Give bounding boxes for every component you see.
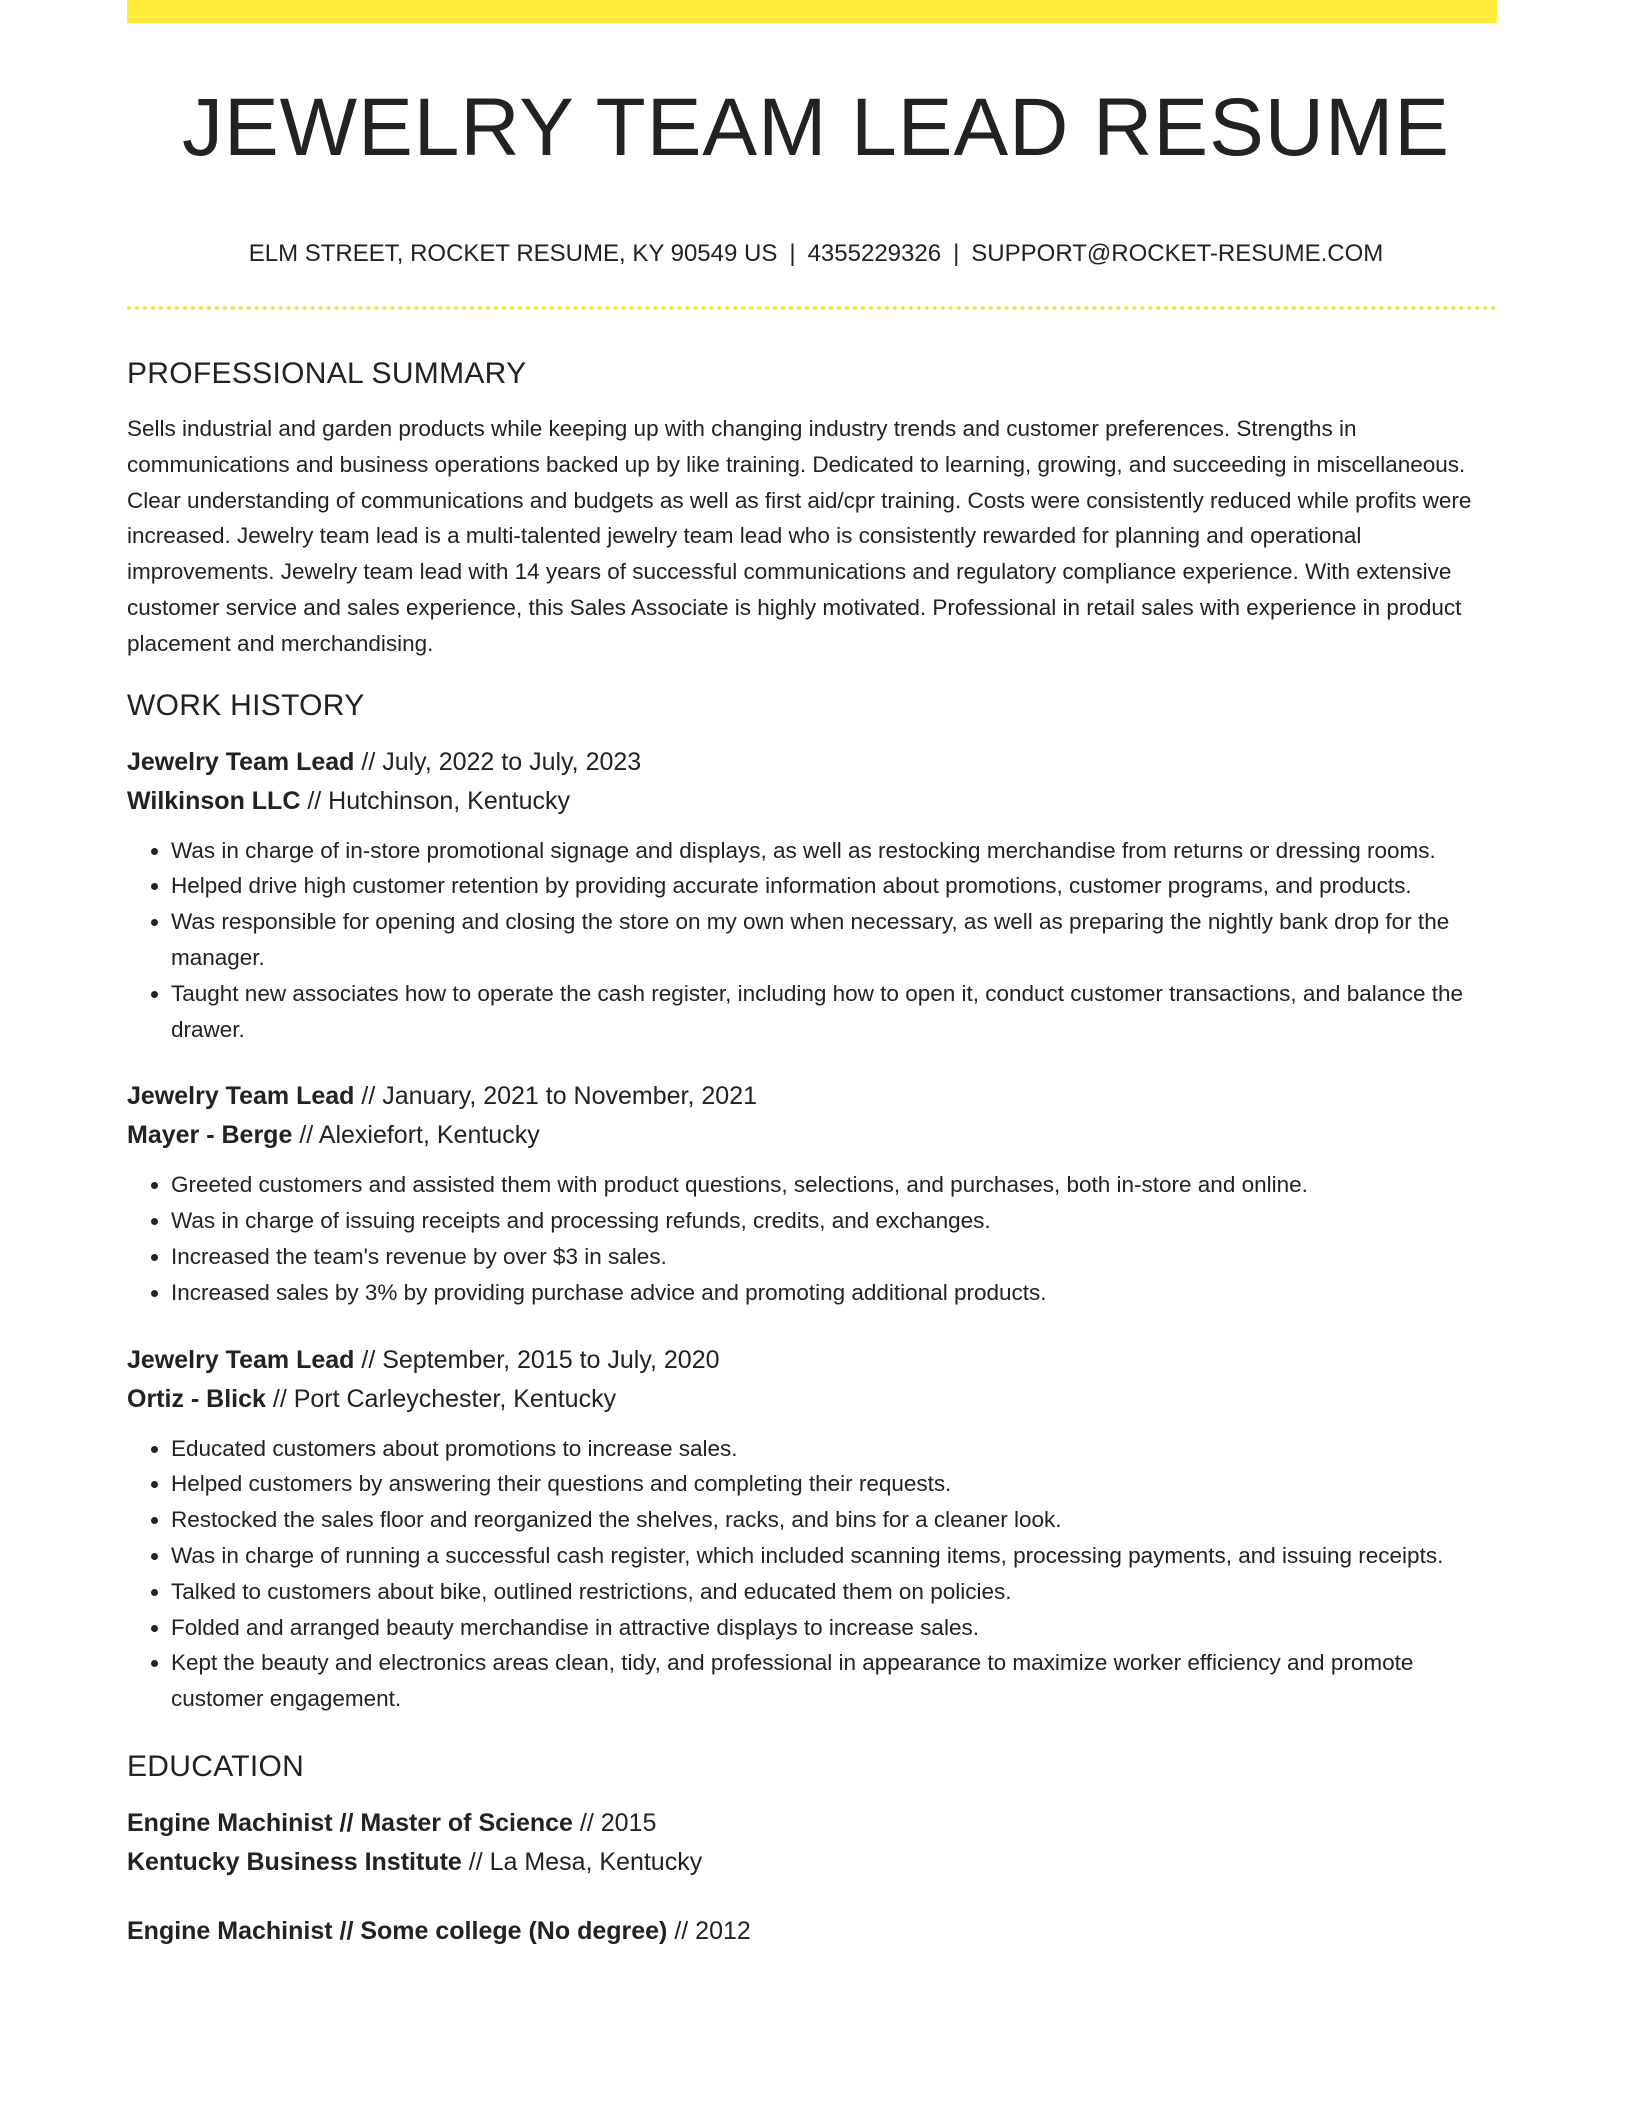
- job-entry: [127, 1077, 1497, 1310]
- job-bullet: • Was in charge of in-store promotional signage and displays, as well as restocking merchandise from returns or dressing rooms.: [171, 833, 1497, 869]
- job-dates: // January, 2021 to November, 2021: [361, 1082, 758, 1111]
- job-location: // Alexiefort, Kentucky: [299, 1121, 540, 1150]
- job-company: Mayer - Berge: [127, 1121, 293, 1150]
- job-bullets: [127, 1431, 1497, 1717]
- summary-text: Sells industrial and garden products while keeping up with changing industry trends and customer preferences. Strengths in communications and business operations backed up by like training. Dedicated to learning, growing, and succeeding in miscellaneous. Clear understanding of communications and budgets as well as first aid/cpr training. Costs were consistently reduced while profits were increased. Jewelry team lead is a multi-talented jewelry team lead who is consistently rewarded for planning and operational improvements. Jewelry team lead with 14 years of successful communications and regulatory compliance experience. With extensive customer service and sales experience, this Sales Associate is highly motivated. Professional in retail sales with experience in product placement and merchandising.: [127, 416, 1472, 656]
- job-bullet: • Greeted customers and assisted them with product questions, selections, and purchases, both in-store and online.: [171, 1167, 1497, 1203]
- accent-bar: [127, 0, 1497, 23]
- job-location: // Hutchinson, Kentucky: [307, 786, 570, 815]
- education-location: // La Mesa, Kentucky: [468, 1847, 703, 1876]
- job-company: Ortiz - Blick: [127, 1384, 266, 1413]
- job-title-line: [127, 1341, 1497, 1380]
- dotted-divider: [127, 306, 1497, 310]
- education-year: // 2015: [579, 1808, 657, 1837]
- education-degree-line: [127, 1804, 1497, 1843]
- job-dates: // July, 2022 to July, 2023: [361, 747, 642, 776]
- job-bullet: • Taught new associates how to operate the cash register, including how to open it, conduct customer transactions, and balance the drawer.: [171, 976, 1497, 1048]
- job-company: Wilkinson LLC: [127, 786, 301, 815]
- resume-body: [127, 354, 1497, 1981]
- job-bullet: • Talked to customers about bike, outlined restrictions, and educated them on policies.: [171, 1574, 1497, 1610]
- job-dates: // September, 2015 to July, 2020: [361, 1345, 720, 1374]
- job-bullets: [127, 1167, 1497, 1310]
- job-bullet: • Was in charge of issuing receipts and processing refunds, credits, and exchanges.: [171, 1203, 1497, 1239]
- contact-separator: |: [953, 240, 960, 267]
- job-bullet: • Educated customers about promotions to increase sales.: [171, 1431, 1497, 1467]
- education-entry: [127, 1912, 1497, 1951]
- work-history-heading: WORK HISTORY: [127, 688, 365, 722]
- summary-heading: PROFESSIONAL SUMMARY: [127, 357, 527, 390]
- job-bullet: • Increased sales by 3% by providing purchase advice and promoting additional products.: [171, 1275, 1497, 1311]
- job-company-line: [127, 782, 1497, 821]
- education-year: // 2012: [674, 1916, 751, 1945]
- contact-separator: |: [789, 240, 796, 267]
- job-bullet: • Was responsible for opening and closing the store on my own when necessary, as well as preparing the nightly bank drop for the manager.: [171, 904, 1497, 976]
- job-bullet: • Kept the beauty and electronics areas clean, tidy, and professional in appearance to maximize worker efficiency and promote customer engagement.: [171, 1645, 1497, 1717]
- job-bullet: • Restocked the sales floor and reorganized the shelves, racks, and bins for a cleaner look.: [171, 1502, 1497, 1538]
- job-bullet: • Helped drive high customer retention by providing accurate information about promotions, customer programs, and products.: [171, 868, 1497, 904]
- education-degree-line: [127, 1912, 1497, 1951]
- education-school-line: [127, 1843, 1497, 1882]
- education-heading: EDUCATION: [127, 1749, 305, 1783]
- job-entry: [127, 1341, 1497, 1717]
- education-degree: Engine Machinist // Some college (No degree): [127, 1916, 668, 1945]
- contact-line: [0, 237, 1632, 271]
- resume-title: JEWELRY TEAM LEAD RESUME: [181, 82, 1450, 173]
- job-bullet: • Increased the team's revenue by over $3 in sales.: [171, 1239, 1497, 1275]
- job-entry: [127, 743, 1497, 1048]
- job-bullets: [127, 833, 1497, 1048]
- job-location: // Port Carleychester, Kentucky: [272, 1384, 617, 1413]
- job-title-line: [127, 1077, 1497, 1116]
- job-company-line: [127, 1116, 1497, 1155]
- education-school: Kentucky Business Institute: [127, 1847, 462, 1876]
- education-entry: [127, 1804, 1497, 1882]
- job-company-line: [127, 1380, 1497, 1419]
- job-title: Jewelry Team Lead: [127, 1345, 355, 1374]
- job-title-line: [127, 743, 1497, 782]
- job-title: Jewelry Team Lead: [127, 747, 355, 776]
- job-bullet: • Folded and arranged beauty merchandise in attractive displays to increase sales.: [171, 1610, 1497, 1646]
- contact-phone[interactable]: 4355229326: [807, 240, 942, 267]
- contact-email[interactable]: SUPPORT@ROCKET-RESUME.COM: [971, 240, 1384, 267]
- contact-address: ELM STREET, ROCKET RESUME, KY 90549 US: [248, 240, 778, 267]
- job-title: Jewelry Team Lead: [127, 1082, 355, 1111]
- job-bullet: • Was in charge of running a successful cash register, which included scanning items, processing payments, and issuing receipts.: [171, 1538, 1497, 1574]
- education-degree: Engine Machinist // Master of Science: [127, 1808, 573, 1837]
- job-bullet: • Helped customers by answering their questions and completing their requests.: [171, 1466, 1497, 1502]
